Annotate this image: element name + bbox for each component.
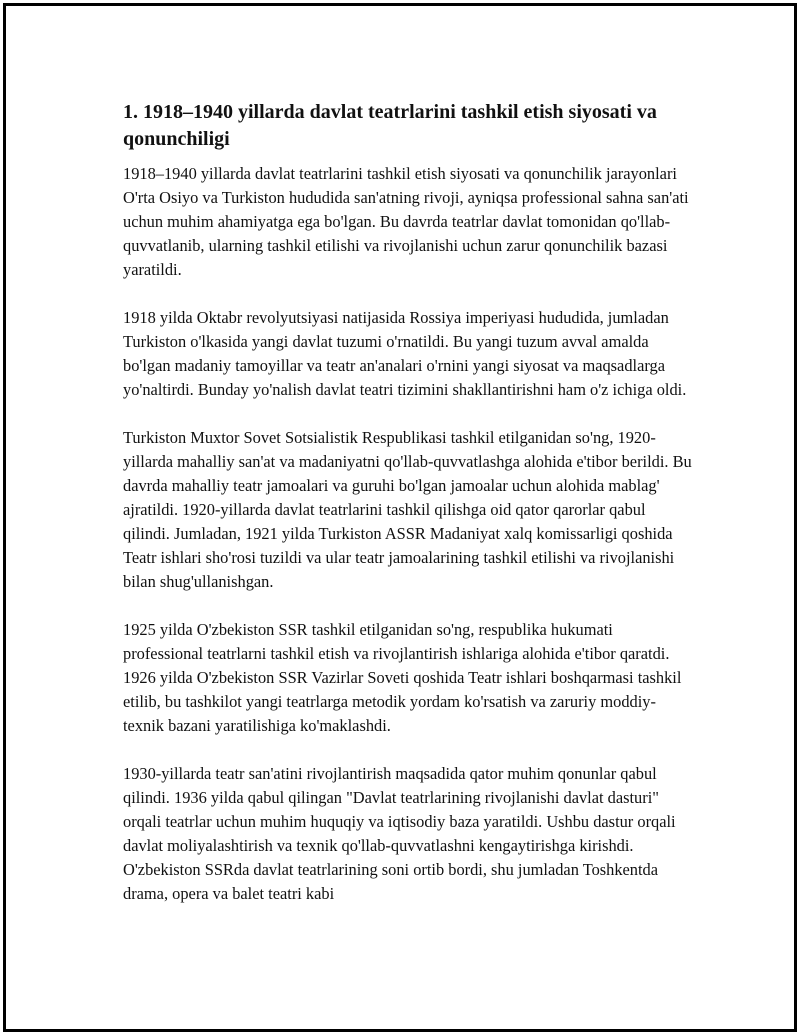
paragraph-4: 1925 yilda O'zbekiston SSR tashkil etilganidan so'ng, respublika hukumati professional teatrlarni tashkil etish va rivojlantirish ishlariga alohida e'tibor qaratdi. 1926 yilda O'zbekiston SSR Vazirlar Soveti qoshida Teatr ishlari boshqarmasi tashkil etilib, bu tashkilot yangi teatrlarga metodik yordam ko'rsatish va zaruriy moddiy-texnik bazani yaratilishiga ko'maklashdi. (123, 620, 682, 735)
paragraph-1: 1918–1940 yillarda davlat teatrlarini tashkil etish siyosati va qonunchilik jarayonlari O'rta Osiyo va Turkiston hududida san'atning rivoji, ayniqsa professional sahna san'ati uchun muhim ahamiyatga ega bo'lgan. Bu davrda teatrlar davlat tomonidan qo'llab-quvvatlanib, ularning tashkil etilishi va rivojlanishi uchun zarur qonunchilik bazasi yaratildi. (123, 164, 689, 279)
page-frame (3, 3, 797, 1032)
document-body (123, 99, 693, 930)
paragraph-5: 1930-yillarda teatr san'atini rivojlantirish maqsadida qator muhim qonunlar qabul qilindi. 1936 yilda qabul qilingan "Davlat teatrlarining rivojlanishi davlat dasturi" orqali teatrlar uchun muhim huquqiy va iqtisodiy baza yaratildi. Ushbu dastur orqali davlat moliyalashtirish va texnik qo'llab-quvvatlashni kengaytirishga kirishdi. O'zbekiston SSRda davlat teatrlarining soni ortib bordi, shu jumladan Toshkentda drama, opera va balet teatri kabi (123, 764, 676, 903)
paragraph-3: Turkiston Muxtor Sovet Sotsialistik Respublikasi tashkil etilganidan so'ng, 1920-yillarda mahalliy san'at va madaniyatni qo'llab-quvvatlashga alohida e'tibor berildi. Bu davrda mahalliy teatr jamoalari va guruhi bo'lgan jamoalar uchun alohida mablag' ajratildi. 1920-yillarda davlat teatrlarini tashkil qilishga oid qator qarorlar qabul qilindi. Jumladan, 1921 yilda Turkiston ASSR Madaniyat xalq komissarligi qoshida Teatr ishlari sho'rosi tuzildi va ular teatr jamoalarining tashkil etilishi va rivojlanishi bilan shug'ullanishgan. (123, 428, 692, 591)
section-heading: 1. 1918–1940 yillarda davlat teatrlarini tashkil etish siyosati va qonunchiligi (123, 101, 657, 150)
paragraph-2: 1918 yilda Oktabr revolyutsiyasi natijasida Rossiya imperiyasi hududida, jumladan Turkiston o'lkasida yangi davlat tuzumi o'rnatildi. Bu yangi tuzum avval amalda bo'lgan madaniy tamoyillar va teatr an'analari o'rnini yangi siyosat va maqsadlarga yo'naltirdi. Bunday yo'nalish davlat teatri tizimini shakllantirishni ham o'z ichiga oldi. (123, 308, 687, 399)
